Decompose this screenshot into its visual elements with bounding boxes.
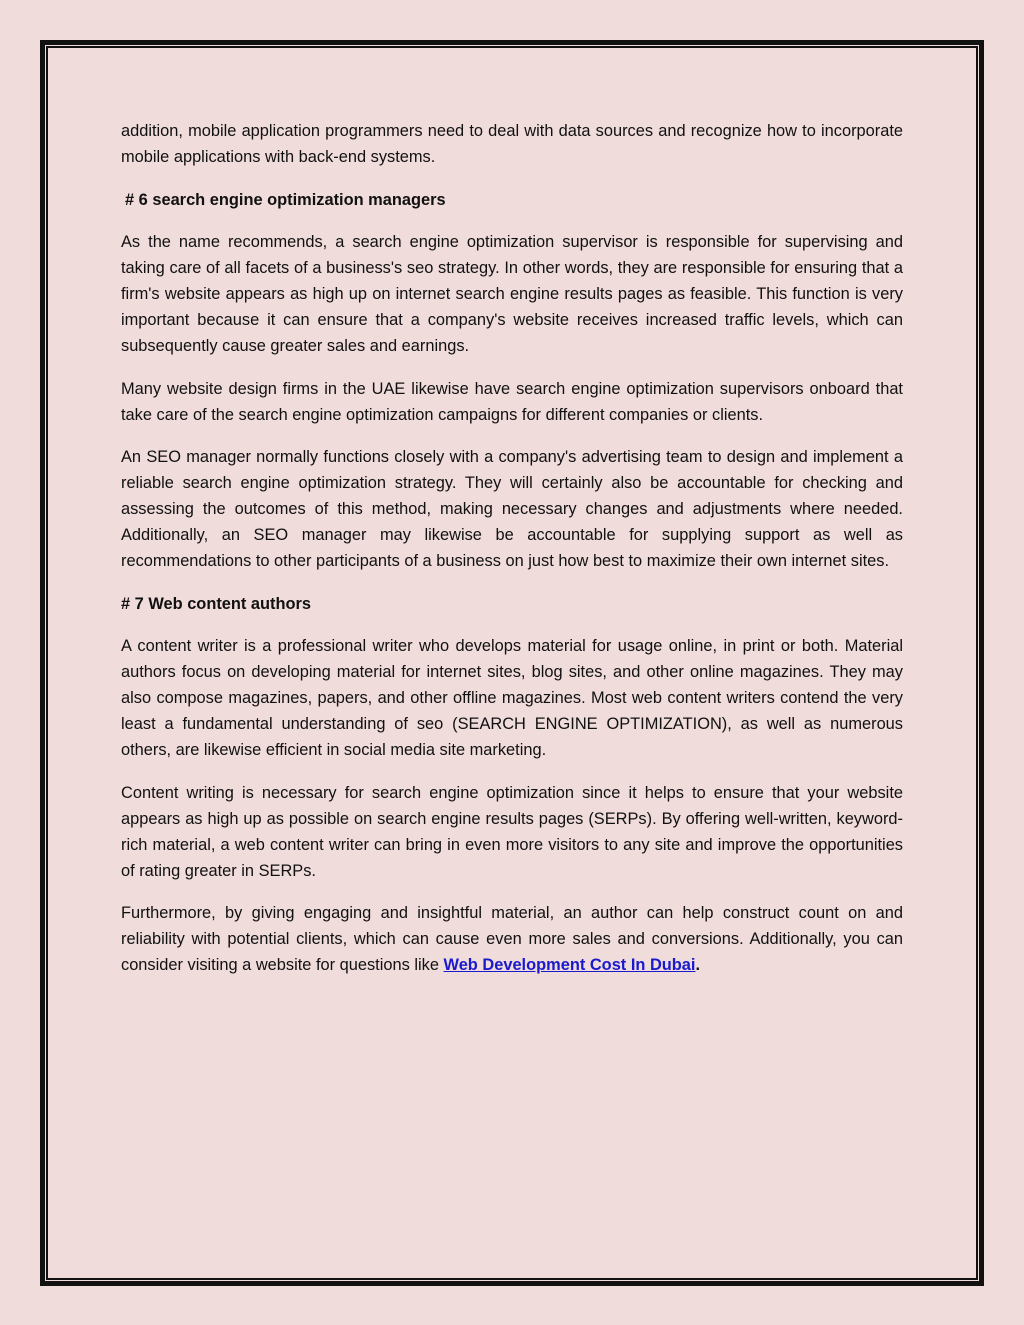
paragraph-content-writer: A content writer is a professional writer who develops material for usage online, in print or both. Material authors focus on developing material for internet sites, blog sites, and other online magazines. They may also compose magazines, papers, and other offline magazines. Most web content writers contend the very least a fundamental understanding of seo (SEARCH ENGINE OPTIMIZATION), as well as numerous others, are likewise efficient in social media site marketing. [121,637,903,759]
closing-period: . [695,956,701,974]
paragraph-seo-manager-role: An SEO manager normally functions closely with a company's advertising team to design and implement a reliable search engine optimization strategy. They will certainly also be accountable for checking and assessing the outcomes of this method, making necessary changes and adjustments where needed. Additionally, an SEO manager may likewise be accountable for supplying support as well as recommendations to other participants of a business on just how best to maximize their own internet sites. [121,448,903,570]
heading-content-authors: # 7 Web content authors [121,594,312,613]
web-development-cost-link[interactable]: Web Development Cost In Dubai [443,956,696,974]
document-body [121,118,903,995]
paragraph-content-seo: Content writing is necessary for search engine optimization since it helps to ensure that your website appears as high up as possible on search engine results pages (SERPs). By offering well-written, keyword-rich material, a web content writer can bring in even more visitors to any site and improve the opportunities of rating greater in SERPs. [121,783,903,880]
paragraph-closing [121,900,903,978]
paragraph-seo-supervisor: As the name recommends, a search engine optimization supervisor is responsible for supervising and taking care of all facets of a business's seo strategy. In other words, they are responsible for ensuring that a firm's website appears as high up on internet search engine results pages as feasible. This function is very important because it can ensure that a company's website receives increased traffic levels, which can subsequently cause greater sales and earnings. [121,233,903,355]
paragraph-intro: addition, mobile application programmers need to deal with data sources and recognize how to incorporate mobile applications with back-end systems. [121,122,903,166]
closing-text: Furthermore, by giving engaging and insightful material, an author can help construct count on and reliability with potential clients, which can cause even more sales and conversions. Additionally, you can consider visiting a website for questions like [121,904,903,974]
heading-seo-managers: # 6 search engine optimization managers [125,190,446,209]
paragraph-uae-firms: Many website design firms in the UAE likewise have search engine optimization supervisors onboard that take care of the search engine optimization campaigns for different companies or clients. [121,379,903,424]
